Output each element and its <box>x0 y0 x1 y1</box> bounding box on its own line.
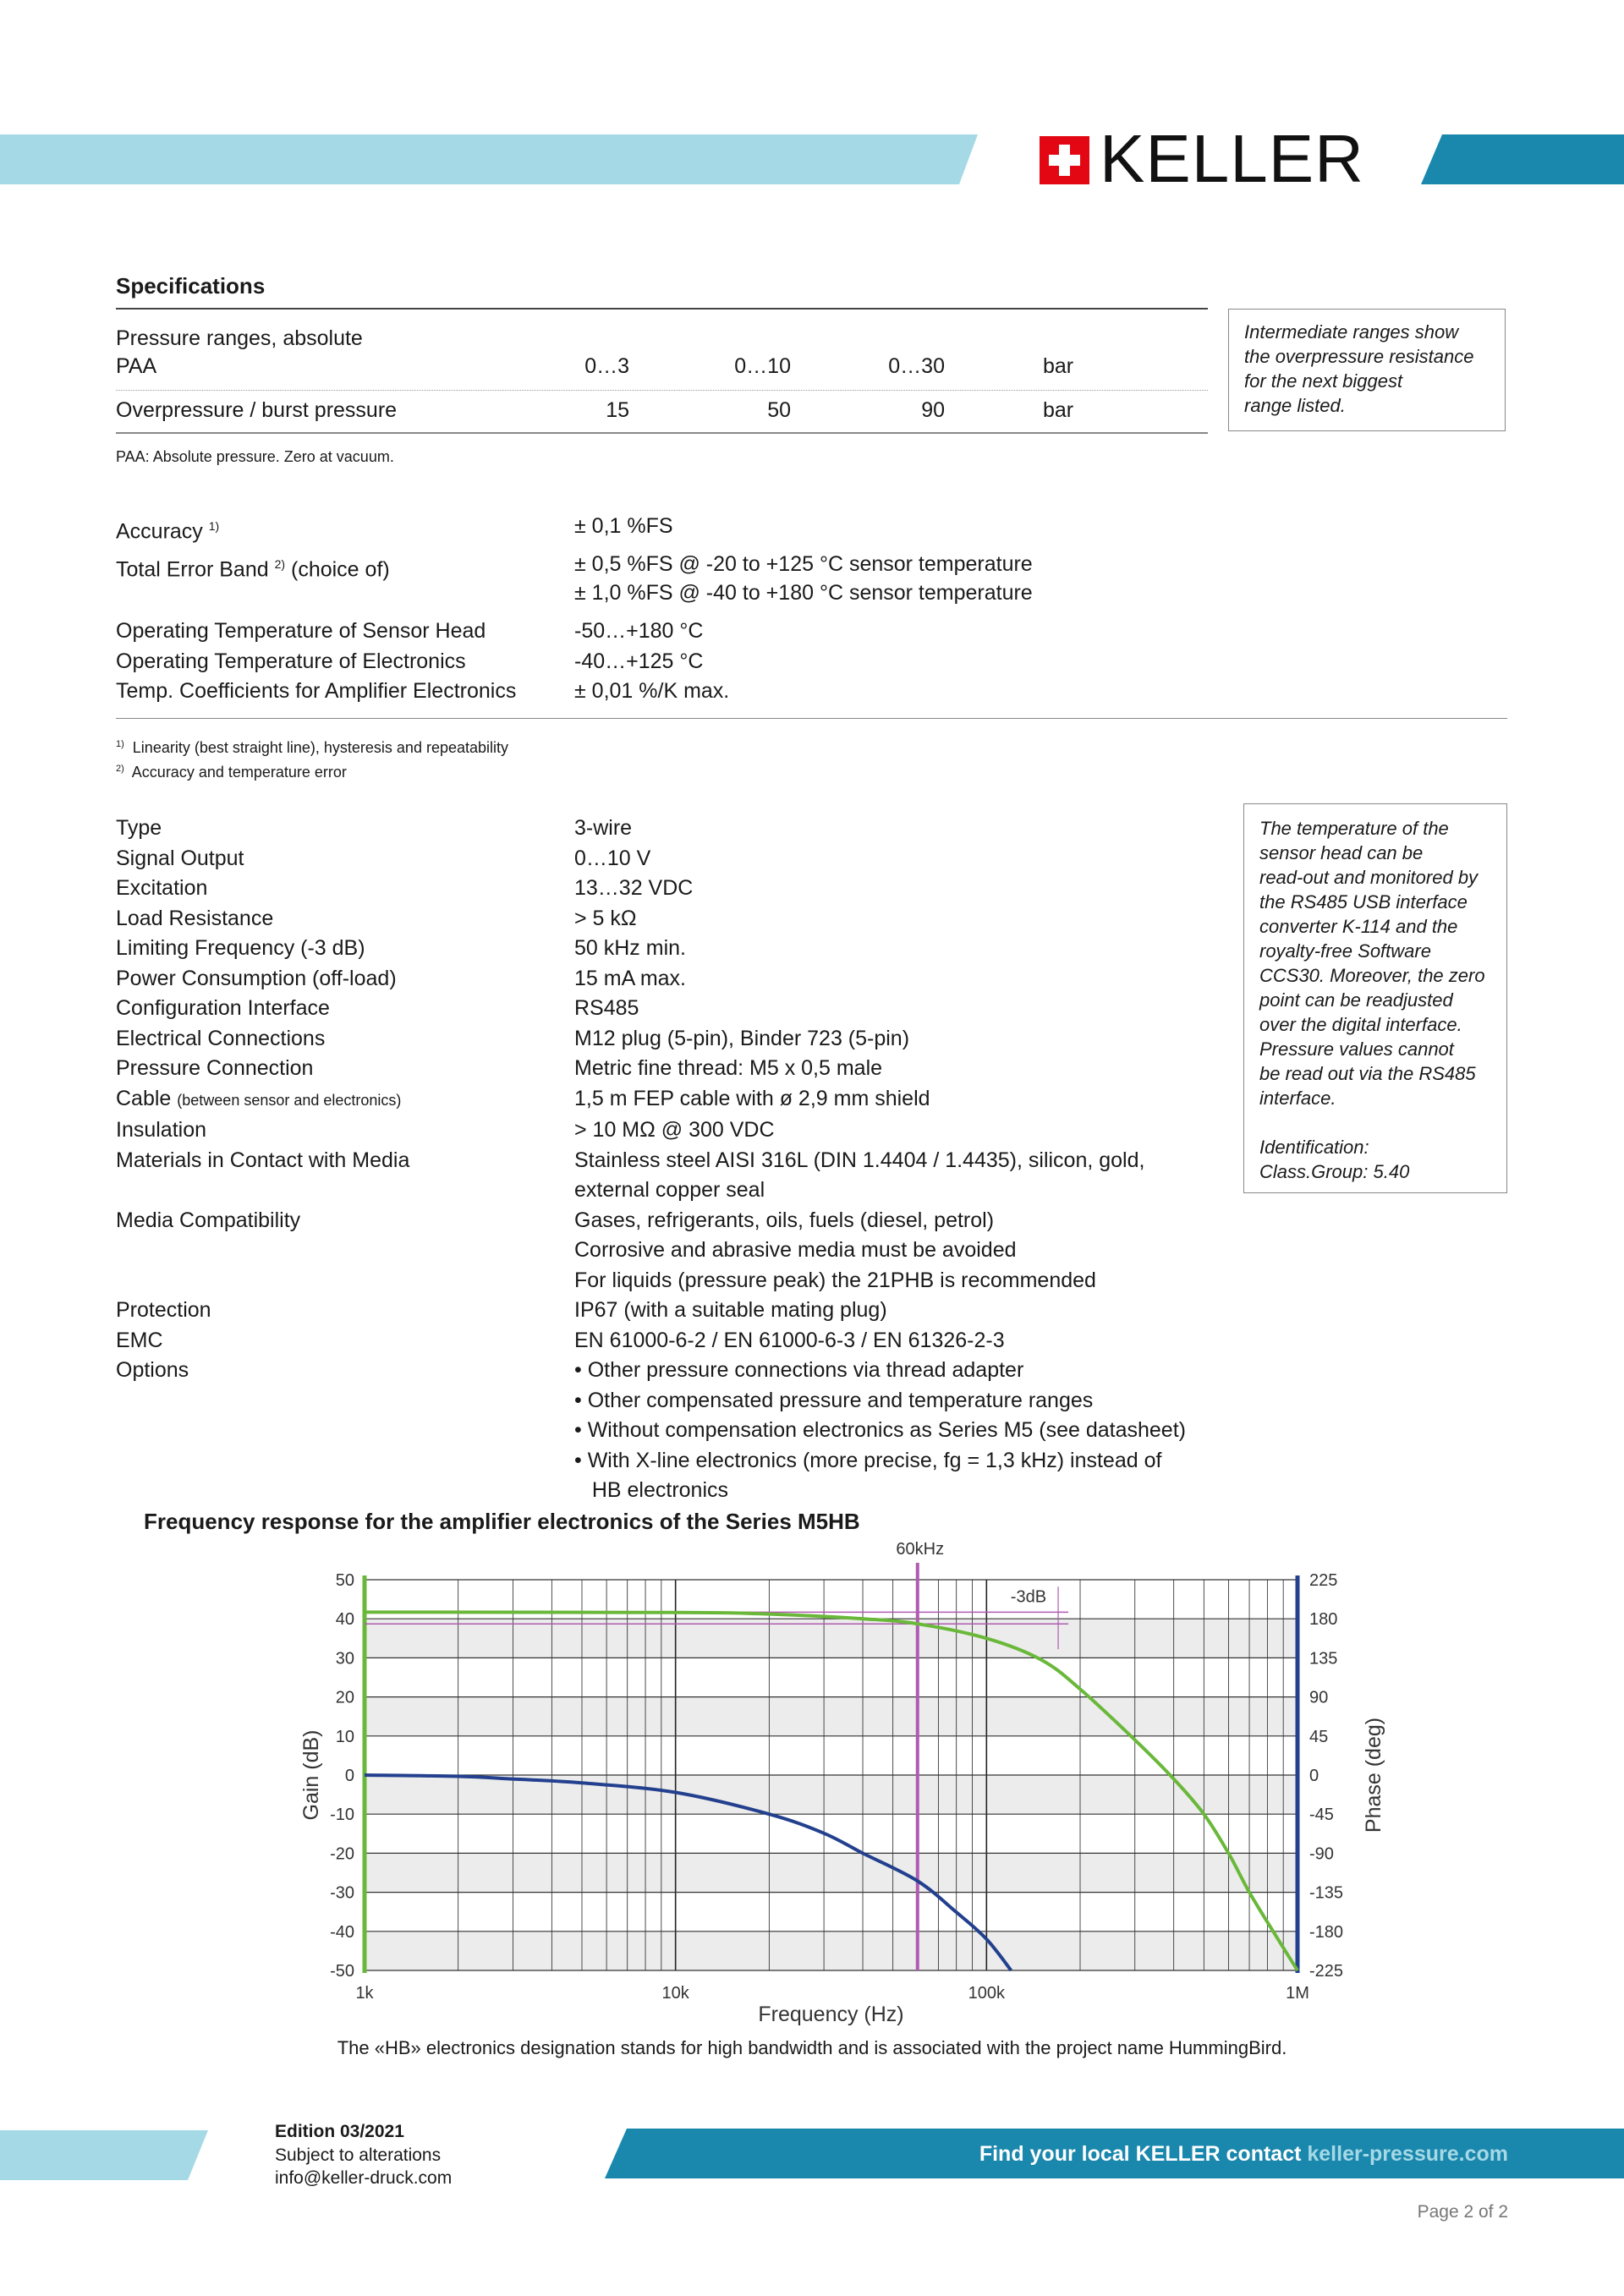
y-tick-label: 50 <box>335 1571 354 1590</box>
side-note-line: interface. <box>1259 1088 1336 1109</box>
spec-row <box>116 1054 1215 1084</box>
side-note-line: over the digital interface. <box>1259 1014 1462 1035</box>
spec-label-text: Electrical Connections <box>116 1026 326 1050</box>
y2-tick-label: 135 <box>1309 1649 1338 1669</box>
y-tick-label: -10 <box>330 1806 354 1825</box>
label-text: Accuracy <box>116 519 203 544</box>
spec-label-text: Cable <box>116 1086 172 1110</box>
footnote-mark: 2) <box>116 764 124 774</box>
spec-row <box>116 1206 1215 1236</box>
spec-value: > 5 kΩ <box>574 906 637 930</box>
side-note-line: The temperature of the <box>1259 818 1449 839</box>
footnote-mark: 2) <box>274 557 286 571</box>
spec-label-text: Materials in Contact with Media <box>116 1148 410 1172</box>
overpressure-cell: 15 <box>606 398 629 422</box>
spec-label-text: Insulation <box>116 1118 207 1142</box>
footnote-text: Linearity (best straight line), hysteresis and repeatability <box>132 739 509 756</box>
brand-logo: KELLER <box>1100 121 1364 196</box>
spec-value: IP67 (with a suitable mating plug) <box>574 1298 887 1322</box>
y2-tick-label: 45 <box>1309 1727 1329 1746</box>
side-note-line: be read out via the RS485 <box>1259 1063 1476 1084</box>
spec-value: Corrosive and abrasive media must be avoided <box>574 1238 1017 1262</box>
spec-label-text: Options <box>116 1358 189 1382</box>
frequency-response-chart <box>0 1531 1624 2038</box>
y2-tick-label: -90 <box>1309 1844 1334 1864</box>
spec-value: -50…+180 °C <box>574 619 704 643</box>
x-axis-label: Frequency (Hz) <box>758 2003 904 2026</box>
spec-row <box>116 964 1215 995</box>
subject-note: Subject to alterations <box>275 2145 442 2165</box>
spec-label-text: Load Resistance <box>116 906 274 930</box>
grid-band <box>365 1775 1298 1814</box>
spec-row <box>116 1386 1215 1417</box>
accuracy-label <box>116 511 219 546</box>
edition: Edition 03/2021 <box>275 2122 404 2141</box>
spec-label <box>116 814 574 844</box>
range-cell: 0…10 <box>734 354 791 378</box>
spec-value: RS485 <box>574 996 639 1020</box>
range-cell: 0…3 <box>584 354 629 378</box>
note-line: the overpressure resistance <box>1244 346 1474 367</box>
x-tick-label: 100k <box>968 1984 1006 2003</box>
spec-label-text: Configuration Interface <box>116 996 330 1020</box>
spec-row <box>116 1146 1215 1176</box>
side-note-line: sensor head can be <box>1259 842 1424 863</box>
spec-row <box>116 814 1215 844</box>
paa-footnote: PAA: Absolute pressure. Zero at vacuum. <box>116 448 394 465</box>
y2-tick-label: 90 <box>1309 1688 1329 1707</box>
spec-label <box>116 874 574 904</box>
note-box <box>1228 309 1506 431</box>
side-note-line: point can be readjusted <box>1259 989 1453 1011</box>
y2-tick-label: 0 <box>1309 1767 1320 1785</box>
spec-label: Operating Temperature of Sensor Head <box>116 619 486 643</box>
paa-label: PAA <box>116 354 157 378</box>
label-text: Total Error Band <box>116 557 269 582</box>
spec-label <box>116 934 574 964</box>
teb-value: ± 1,0 %FS @ -40 to +180 °C sensor temperature <box>574 581 1033 605</box>
overpressure-unit: bar <box>1043 398 1074 422</box>
grid-band <box>365 1697 1298 1736</box>
pressure-ranges-label: Pressure ranges, absolute <box>116 326 363 350</box>
spec-label-text: Limiting Frequency (-3 dB) <box>116 936 365 960</box>
divider <box>116 432 1208 434</box>
teb-value: ± 0,5 %FS @ -20 to +125 °C sensor temperature <box>574 552 1033 576</box>
spec-label <box>116 1296 574 1326</box>
header-light-band <box>0 134 978 184</box>
spec-label <box>116 1476 574 1506</box>
spec-value: 1,5 m FEP cable with ø 2,9 mm shield <box>574 1086 930 1110</box>
x-tick-label: 10k <box>661 1984 689 2003</box>
side-note-line: Class.Group: 5.40 <box>1259 1161 1410 1182</box>
spec-label-note: (between sensor and electronics) <box>177 1091 402 1109</box>
spec-value: • With X-line electronics (more precise, fg = 1,3 kHz) instead of <box>574 1448 1162 1472</box>
y-tick-label: -30 <box>330 1883 354 1903</box>
spec-row <box>116 1115 1215 1146</box>
side-note-line: CCS30. Moreover, the zero <box>1259 965 1485 986</box>
header-bands <box>0 0 1624 203</box>
spec-value: > 10 MΩ @ 300 VDC <box>574 1118 775 1142</box>
section-title: Specifications <box>116 273 266 299</box>
footnote-text: Accuracy and temperature error <box>131 764 347 781</box>
spec-row <box>116 904 1215 934</box>
y2-tick-label: -225 <box>1309 1962 1344 1981</box>
side-note-box <box>1243 803 1507 1193</box>
spec-label-text: Signal Output <box>116 846 244 870</box>
overpressure-label: Overpressure / burst pressure <box>116 398 398 422</box>
email-link[interactable]: info@keller-druck.com <box>275 2168 453 2188</box>
label-suffix: (choice of) <box>291 557 390 582</box>
spec-label <box>116 844 574 874</box>
spec-label <box>116 1386 574 1417</box>
chart-title: Frequency response for the amplifier electronics of the Series M5HB <box>144 1509 860 1534</box>
y-tick-label: -20 <box>330 1844 354 1864</box>
footnote-mark: 1) <box>116 739 124 749</box>
spec-label-text: Media Compatibility <box>116 1208 301 1232</box>
spec-row <box>116 874 1215 904</box>
chart-caption: The «HB» electronics designation stands for high bandwidth and is associated with the project name HummingBird. <box>337 2037 1287 2058</box>
y-tick-label: -50 <box>330 1962 354 1981</box>
spec-label <box>116 1236 574 1266</box>
spec-label: Temp. Coefficients for Amplifier Electronics <box>116 679 517 703</box>
spec-value: external copper seal <box>574 1178 765 1202</box>
spec-label <box>116 1416 574 1446</box>
header-dark-band <box>1421 134 1624 184</box>
footer-light-band <box>0 2130 208 2180</box>
y-tick-label: 0 <box>344 1767 354 1785</box>
footnote-mark: 1) <box>208 519 220 533</box>
spec-row <box>116 1296 1215 1326</box>
range-unit: bar <box>1043 354 1074 378</box>
spec-row <box>116 1236 1215 1266</box>
spec-value: Gases, refrigerants, oils, fuels (diesel, petrol) <box>574 1208 995 1232</box>
dotted-divider <box>116 390 1208 391</box>
spec-label <box>116 1326 574 1356</box>
side-note-line: Identification: <box>1259 1137 1369 1158</box>
side-note-line: read-out and monitored by <box>1259 867 1479 888</box>
spec-label <box>116 1446 574 1477</box>
side-note-line <box>1259 1110 1491 1135</box>
y2-tick-label: -135 <box>1309 1883 1344 1903</box>
y2-tick-label: 225 <box>1309 1571 1338 1590</box>
y-tick-label: -40 <box>330 1922 354 1942</box>
spec-value: 50 kHz min. <box>574 936 686 960</box>
grid-band <box>365 1932 1298 1970</box>
y-tick-label: 10 <box>335 1727 354 1746</box>
note-line: range listed. <box>1244 395 1346 416</box>
spec-value: • Other compensated pressure and temperature ranges <box>574 1388 1094 1412</box>
divider <box>116 308 1208 310</box>
y2-tick-label: -180 <box>1309 1922 1344 1942</box>
spec-label-text: EMC <box>116 1328 163 1352</box>
y-tick-label: 40 <box>335 1610 354 1630</box>
spec-label <box>116 1024 574 1055</box>
spec-row <box>116 1175 1215 1206</box>
spec-row <box>116 1024 1215 1055</box>
x-tick-label: 1k <box>355 1984 374 2003</box>
spec-label-text: Power Consumption (off-load) <box>116 966 397 990</box>
spec-row <box>116 1446 1215 1477</box>
y-tick-label: 20 <box>335 1688 354 1707</box>
divider <box>116 718 1507 719</box>
contact-text: Find your local KELLER contact <box>979 2142 1302 2166</box>
website-link[interactable]: keller-pressure.com <box>1307 2142 1508 2166</box>
side-note-line: converter K-114 and the <box>1259 916 1458 937</box>
spec-label <box>116 1206 574 1236</box>
spec-row <box>116 844 1215 874</box>
spec-value: Metric fine thread: M5 x 0,5 male <box>574 1056 883 1080</box>
spec-value: M12 plug (5-pin), Binder 723 (5-pin) <box>574 1026 910 1050</box>
spec-label <box>116 964 574 995</box>
spec-value: 13…32 VDC <box>574 876 694 900</box>
overpressure-cell: 50 <box>767 398 791 422</box>
spec-value: 15 mA max. <box>574 966 686 990</box>
footnote <box>116 753 347 787</box>
spec-value: • Other pressure connections via thread adapter <box>574 1358 1024 1382</box>
y-tick-label: 30 <box>335 1649 354 1669</box>
x-tick-label: 1M <box>1286 1984 1309 2003</box>
spec-label <box>116 904 574 934</box>
spec-label-text: Type <box>116 816 162 840</box>
side-note-line: Pressure values cannot <box>1259 1038 1454 1060</box>
y2-axis-label: Phase (deg) <box>1362 1717 1385 1833</box>
note-line: Intermediate ranges show <box>1244 321 1459 342</box>
spec-row <box>116 934 1215 964</box>
spec-label-text: Excitation <box>116 876 208 900</box>
grid-band <box>365 1619 1298 1658</box>
spec-row <box>116 1266 1215 1296</box>
spec-row <box>116 1356 1215 1386</box>
grid-band <box>365 1853 1298 1892</box>
spec-label <box>116 1115 574 1146</box>
spec-value: ± 0,01 %/K max. <box>574 679 730 703</box>
db-label: -3dB <box>1010 1587 1047 1607</box>
cutoff-label: 60kHz <box>896 1540 945 1559</box>
spec-row <box>116 1416 1215 1446</box>
y2-tick-label: 180 <box>1309 1610 1338 1630</box>
side-note-line: the RS485 USB interface <box>1259 891 1468 912</box>
spec-label-text: Pressure Connection <box>116 1056 314 1080</box>
page-number: Page 2 of 2 <box>1417 2202 1508 2222</box>
spec-label <box>116 994 574 1024</box>
range-cell: 0…30 <box>888 354 945 378</box>
spec-label-text: Protection <box>116 1298 211 1322</box>
spec-value: HB electronics <box>574 1478 729 1502</box>
spec-label: Operating Temperature of Electronics <box>116 649 466 673</box>
spec-value: 3-wire <box>574 816 633 840</box>
spec-value: For liquids (pressure peak) the 21PHB is recommended <box>574 1268 1096 1292</box>
teb-label <box>116 549 390 584</box>
contact-banner <box>761 2139 1508 2169</box>
swiss-cross-icon <box>1040 136 1089 184</box>
spec-row <box>116 994 1215 1024</box>
y2-tick-label: -45 <box>1309 1806 1334 1825</box>
accuracy-value: ± 0,1 %FS <box>574 514 673 538</box>
spec-value: EN 61000-6-2 / EN 61000-6-3 / EN 61326-2-3 <box>574 1328 1005 1352</box>
note-line: for the next biggest <box>1244 370 1403 392</box>
spec-label <box>116 1175 574 1206</box>
y-axis-label: Gain (dB) <box>299 1729 323 1821</box>
spec-label <box>116 1266 574 1296</box>
spec-label <box>116 1146 574 1176</box>
spec-value: Stainless steel AISI 316L (DIN 1.4404 / 1.4435), silicon, gold, <box>574 1148 1145 1172</box>
spec-row <box>116 1476 1215 1506</box>
spec-label <box>116 1356 574 1386</box>
spec-row <box>116 1084 1215 1116</box>
spec-row <box>116 1326 1215 1356</box>
spec-value: • Without compensation electronics as Series M5 (see datasheet) <box>574 1418 1186 1442</box>
spec-value: -40…+125 °C <box>574 649 704 673</box>
spec-label <box>116 1054 574 1084</box>
overpressure-cell: 90 <box>921 398 945 422</box>
side-note-line: royalty-free Software <box>1259 940 1431 962</box>
spec-value: 0…10 V <box>574 846 651 870</box>
spec-label <box>116 1084 574 1116</box>
spec-list <box>116 814 1215 1506</box>
